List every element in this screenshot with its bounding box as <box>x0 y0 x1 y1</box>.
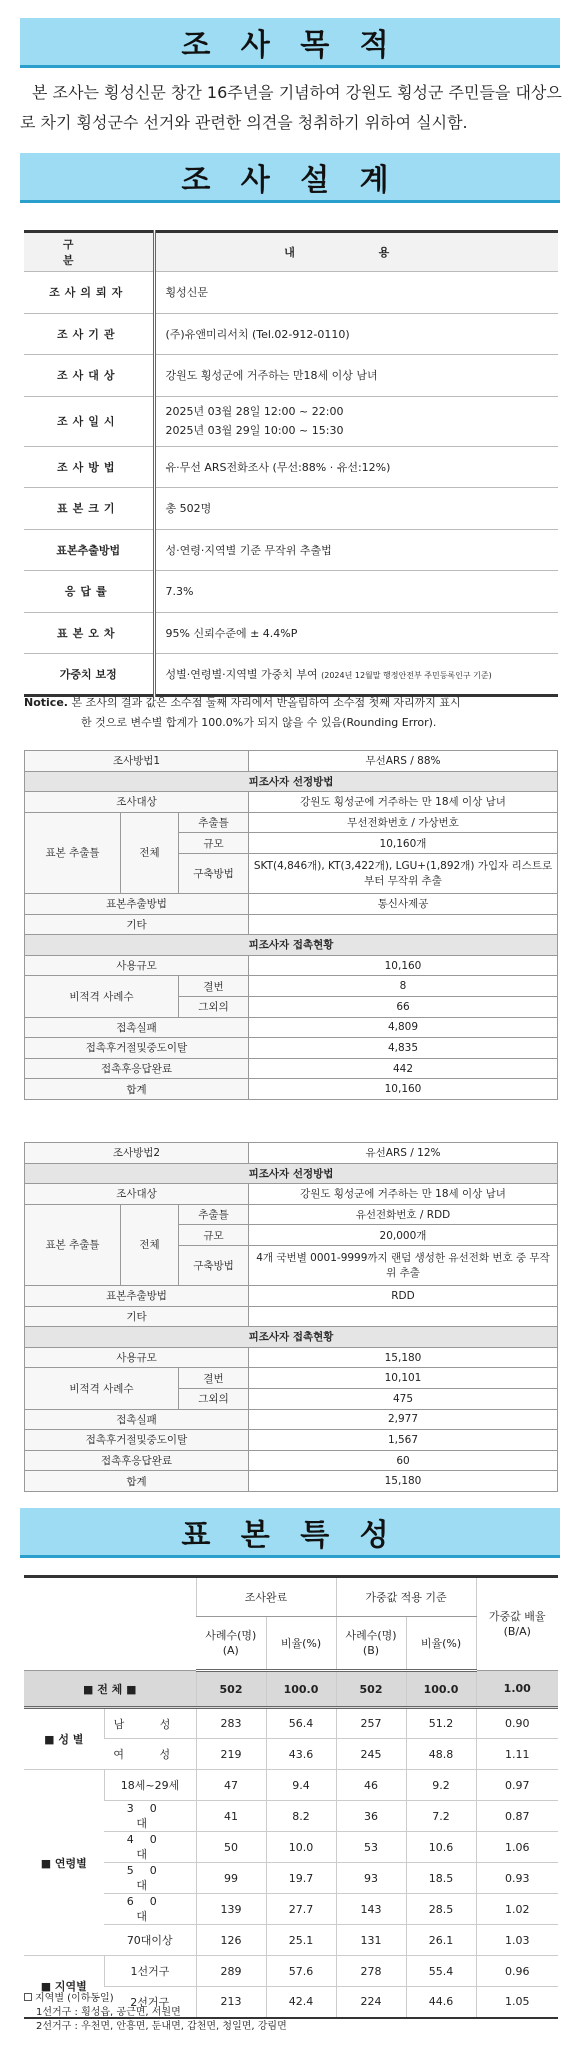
cases-b: 143 <box>336 1894 406 1925</box>
build-value: SKT(4,846개), KT(3,422개), LGU+(1,892개) 가입자 리스트로부터 무작위 추출 <box>249 853 558 893</box>
design-value: 총 502명 <box>154 488 558 530</box>
contact-title: 피조사자 접촉현황 <box>25 935 558 956</box>
header-pct-2: 비율(%) <box>406 1617 476 1671</box>
weight-ratio: 0.97 <box>476 1770 558 1801</box>
used-label: 사용규모 <box>25 955 249 976</box>
survey-date-1: 2025년 03월 28일 12:00 ~ 22:00 <box>165 405 344 418</box>
sample-row-label: 1선거구 <box>104 1956 196 1987</box>
pct-2: 7.2 <box>406 1801 476 1832</box>
design-key: 응답률 <box>24 571 154 613</box>
missing-label: 결번 <box>179 1368 249 1389</box>
total-pct-1: 100.0 <box>266 1671 336 1708</box>
sample-row <box>24 1832 558 1863</box>
pct-1: 56.4 <box>266 1708 336 1739</box>
sum-value: 15,180 <box>249 1471 558 1492</box>
sample-row-label: 70대이상 <box>104 1925 196 1956</box>
etc-value <box>249 1306 558 1327</box>
sample-row-label: 18세~29세 <box>104 1770 196 1801</box>
sampling-method-value: 통신사제공 <box>249 893 558 914</box>
sampling-method-label: 표본추출방법 <box>25 1285 249 1306</box>
weight-ratio: 1.05 <box>476 1987 558 2018</box>
cases-b: 224 <box>336 1987 406 2018</box>
sample-row <box>24 1708 558 1739</box>
weight-ratio: 1.06 <box>476 1832 558 1863</box>
selection-title: 피조사자 선정방법 <box>25 771 558 792</box>
header-cases-b: 사례수(명) (B) <box>336 1617 406 1671</box>
method-value: 무선ARS / 88% <box>249 751 558 772</box>
cases-a: 213 <box>196 1987 266 2018</box>
notice <box>24 693 558 733</box>
target-value: 강원도 횡성군에 거주하는 만 18세 이상 남녀 <box>249 1184 558 1205</box>
design-key: 표본추출방법 <box>24 529 154 571</box>
etc-label: 기타 <box>25 1306 249 1327</box>
size-value: 10,160개 <box>249 833 558 854</box>
fail-label: 접촉실패 <box>25 1017 249 1038</box>
sample-row <box>24 1770 558 1801</box>
purpose-banner: 조 사 목 적 <box>20 18 560 68</box>
footnote-line-2: 2선거구 : 우천면, 안흥면, 둔내면, 갑천면, 청일면, 강림면 <box>36 2021 287 2032</box>
cases-a: 50 <box>196 1832 266 1863</box>
total-pct-2: 100.0 <box>406 1671 476 1708</box>
weight-ratio: 0.87 <box>476 1801 558 1832</box>
cases-a: 139 <box>196 1894 266 1925</box>
target-label: 조사대상 <box>25 1184 249 1205</box>
design-value <box>154 654 558 696</box>
design-key: 표본크기 <box>24 488 154 530</box>
cases-b: 278 <box>336 1956 406 1987</box>
size-label: 규모 <box>179 833 249 854</box>
etc-label: 기타 <box>25 914 249 935</box>
survey-date-2: 2025년 03월 29일 10:00 ~ 15:30 <box>165 424 344 437</box>
sample-table <box>24 1575 558 2019</box>
frame-label: 추출틀 <box>179 812 249 833</box>
weight-ratio: 1.11 <box>476 1739 558 1770</box>
cases-a: 47 <box>196 1770 266 1801</box>
cases-b: 93 <box>336 1863 406 1894</box>
other-value: 475 <box>249 1388 558 1409</box>
sample-frame-label: 표본 추출틀 <box>25 1204 121 1285</box>
checkbox-square-icon <box>24 1993 32 2001</box>
sample-row <box>24 1863 558 1894</box>
method2-table <box>24 1142 558 1492</box>
sample-row <box>24 1956 558 1987</box>
build-label: 구축방법 <box>179 1245 249 1285</box>
pct-1: 27.7 <box>266 1894 336 1925</box>
sum-value: 10,160 <box>249 1079 558 1100</box>
footnote-title: 지역별 (이하동일) <box>35 1993 114 2004</box>
done-value: 442 <box>249 1058 558 1079</box>
design-value: (주)유앤미리서치 (Tel.02-912-0110) <box>154 313 558 355</box>
refuse-label: 접촉후거절및중도이탈 <box>25 1038 249 1059</box>
total-cases-a: 502 <box>196 1671 266 1708</box>
weight-ratio: 0.90 <box>476 1708 558 1739</box>
notice-line-1: 본 조사의 결과 값은 소수점 둘째 자리에서 반올림하여 소수점 첫째 자리까지 표시 <box>71 696 461 709</box>
design-key: 조사기관 <box>24 313 154 355</box>
pct-2: 9.2 <box>406 1770 476 1801</box>
design-value: 7.3% <box>154 571 558 613</box>
weighting-text: 성별·연령별·지역별 가중치 부여 <box>165 667 318 681</box>
pct-2: 26.1 <box>406 1925 476 1956</box>
sum-label: 합계 <box>25 1079 249 1100</box>
sample-group-label: ■ 성 별 <box>24 1708 104 1770</box>
sample-row <box>24 1801 558 1832</box>
pct-2: 51.2 <box>406 1708 476 1739</box>
size-label: 규모 <box>179 1225 249 1246</box>
sample-banner: 표 본 특 성 <box>20 1508 560 1558</box>
fail-value: 4,809 <box>249 1017 558 1038</box>
cases-b: 36 <box>336 1801 406 1832</box>
selection-title: 피조사자 선정방법 <box>25 1163 558 1184</box>
header-cases-a: 사례수(명) (A) <box>196 1617 266 1671</box>
cases-b: 46 <box>336 1770 406 1801</box>
fail-label: 접촉실패 <box>25 1409 249 1430</box>
pct-1: 8.2 <box>266 1801 336 1832</box>
build-label: 구축방법 <box>179 853 249 893</box>
header-survey-done: 조사완료 <box>196 1577 336 1617</box>
design-key: 조사일시 <box>24 396 154 446</box>
pct-2: 18.5 <box>406 1863 476 1894</box>
sample-frame-label: 표본 추출틀 <box>25 812 121 893</box>
sample-row-label: 60 대 <box>104 1894 196 1925</box>
design-table <box>24 230 558 697</box>
cases-a: 289 <box>196 1956 266 1987</box>
weight-ratio: 1.03 <box>476 1925 558 1956</box>
sample-row-label: 2선거구 <box>104 1987 196 2018</box>
design-key: 표본오차 <box>24 612 154 654</box>
pct-2: 28.5 <box>406 1894 476 1925</box>
other-label: 그외의 <box>179 1388 249 1409</box>
build-value: 4개 국번별 0001-9999까지 랜덤 생성한 유선전화 번호 중 무작위 추출 <box>249 1245 558 1285</box>
design-banner: 조 사 설 계 <box>20 153 560 203</box>
design-key: 가중치 보정 <box>24 654 154 696</box>
etc-value <box>249 914 558 935</box>
sample-row-label: 50 대 <box>104 1863 196 1894</box>
target-value: 강원도 횡성군에 거주하는 만 18세 이상 남녀 <box>249 792 558 813</box>
sum-label: 합계 <box>25 1471 249 1492</box>
frame-label: 추출틀 <box>179 1204 249 1225</box>
refuse-label: 접촉후거절및중도이탈 <box>25 1430 249 1451</box>
pct-1: 25.1 <box>266 1925 336 1956</box>
frame-value: 유선전화번호 / RDD <box>249 1204 558 1225</box>
notice-label: Notice. <box>24 696 68 709</box>
fail-value: 2,977 <box>249 1409 558 1430</box>
weight-ratio: 0.96 <box>476 1956 558 1987</box>
total-label: ■ 전 체 ■ <box>24 1671 196 1708</box>
cases-a: 99 <box>196 1863 266 1894</box>
refuse-value: 1,567 <box>249 1430 558 1451</box>
missing-label: 결번 <box>179 976 249 997</box>
design-key: 조사방법 <box>24 446 154 488</box>
sample-row-label: 40 대 <box>104 1832 196 1863</box>
method-label: 조사방법1 <box>25 751 249 772</box>
cases-b: 245 <box>336 1739 406 1770</box>
cases-b: 53 <box>336 1832 406 1863</box>
design-value: 95% 신뢰수준에 ± 4.4%P <box>154 612 558 654</box>
contact-title: 피조사자 접촉현황 <box>25 1327 558 1348</box>
cases-a: 283 <box>196 1708 266 1739</box>
weight-ratio: 1.02 <box>476 1894 558 1925</box>
total-cases-b: 502 <box>336 1671 406 1708</box>
done-label: 접촉후응답완료 <box>25 1058 249 1079</box>
pct-1: 57.6 <box>266 1956 336 1987</box>
frame-value: 무선전화번호 / 가상번호 <box>249 812 558 833</box>
cases-a: 126 <box>196 1925 266 1956</box>
pct-2: 10.6 <box>406 1832 476 1863</box>
design-header-category: 구 분 <box>24 232 154 272</box>
cases-a: 219 <box>196 1739 266 1770</box>
header-weight-ratio: 가중값 배율 (B/A) <box>476 1577 558 1671</box>
method1-table <box>24 750 558 1100</box>
header-weighted: 가중값 적용 기준 <box>336 1577 476 1617</box>
sample-row-label: 30 대 <box>104 1801 196 1832</box>
missing-value: 10,101 <box>249 1368 558 1389</box>
sample-row-label: 남 성 <box>104 1708 196 1739</box>
sample-group-label: ■ 연령별 <box>24 1770 104 1956</box>
footnote-line-1: 1선거구 : 횡성읍, 공근면, 서원면 <box>36 2007 181 2018</box>
design-value: 횡성신문 <box>154 272 558 314</box>
all-label: 전체 <box>121 1204 179 1285</box>
used-value: 15,180 <box>249 1347 558 1368</box>
purpose-text: 본 조사는 횡성신문 창간 16주년을 기념하여 강원도 횡성군 주민들을 대상으로 차기 횡성군수 선거와 관련한 의견을 청취하기 위하여 실시함. <box>20 83 562 132</box>
sample-row-label: 여 성 <box>104 1739 196 1770</box>
sample-row <box>24 1739 558 1770</box>
pct-1: 9.4 <box>266 1770 336 1801</box>
design-value <box>154 396 558 446</box>
sample-row <box>24 1894 558 1925</box>
weighting-basis: (2024년 12월말 행정안전부 주민등록인구 기준) <box>321 670 492 680</box>
design-key: 조사대상 <box>24 355 154 397</box>
used-value: 10,160 <box>249 955 558 976</box>
other-value: 66 <box>249 996 558 1017</box>
target-label: 조사대상 <box>25 792 249 813</box>
pct-2: 44.6 <box>406 1987 476 2018</box>
pct-1: 10.0 <box>266 1832 336 1863</box>
method-value: 유선ARS / 12% <box>249 1143 558 1164</box>
cases-b: 257 <box>336 1708 406 1739</box>
header-pct-1: 비율(%) <box>266 1617 336 1671</box>
pct-2: 55.4 <box>406 1956 476 1987</box>
footnote <box>24 1992 287 2034</box>
total-ratio: 1.00 <box>476 1671 558 1708</box>
cases-b: 131 <box>336 1925 406 1956</box>
design-key: 조사의뢰자 <box>24 272 154 314</box>
used-label: 사용규모 <box>25 1347 249 1368</box>
ineligible-label: 비적격 사례수 <box>25 976 179 1017</box>
all-label: 전체 <box>121 812 179 893</box>
design-value: 유·무선 ARS전화조사 (무선:88% · 유선:12%) <box>154 446 558 488</box>
sampling-method-value: RDD <box>249 1285 558 1306</box>
size-value: 20,000개 <box>249 1225 558 1246</box>
sampling-method-label: 표본추출방법 <box>25 893 249 914</box>
other-label: 그외의 <box>179 996 249 1017</box>
refuse-value: 4,835 <box>249 1038 558 1059</box>
cases-a: 41 <box>196 1801 266 1832</box>
missing-value: 8 <box>249 976 558 997</box>
design-header-content: 내 용 <box>154 232 558 272</box>
notice-line-2: 한 것으로 변수별 합계가 100.0%가 되지 않을 수 있음(Rounding Error). <box>81 716 437 729</box>
weight-ratio: 0.93 <box>476 1863 558 1894</box>
done-value: 60 <box>249 1450 558 1471</box>
ineligible-label: 비적격 사례수 <box>25 1368 179 1409</box>
sample-group-label: ■ 지역별 <box>24 1956 104 2018</box>
done-label: 접촉후응답완료 <box>25 1450 249 1471</box>
sample-header-blank <box>24 1577 196 1671</box>
pct-1: 43.6 <box>266 1739 336 1770</box>
pct-1: 19.7 <box>266 1863 336 1894</box>
pct-1: 42.4 <box>266 1987 336 2018</box>
pct-2: 48.8 <box>406 1739 476 1770</box>
method-label: 조사방법2 <box>25 1143 249 1164</box>
design-value: 강원도 횡성군에 거주하는 만18세 이상 남녀 <box>154 355 558 397</box>
design-value: 성·연령·지역별 기준 무작위 추출법 <box>154 529 558 571</box>
sample-row <box>24 1925 558 1956</box>
